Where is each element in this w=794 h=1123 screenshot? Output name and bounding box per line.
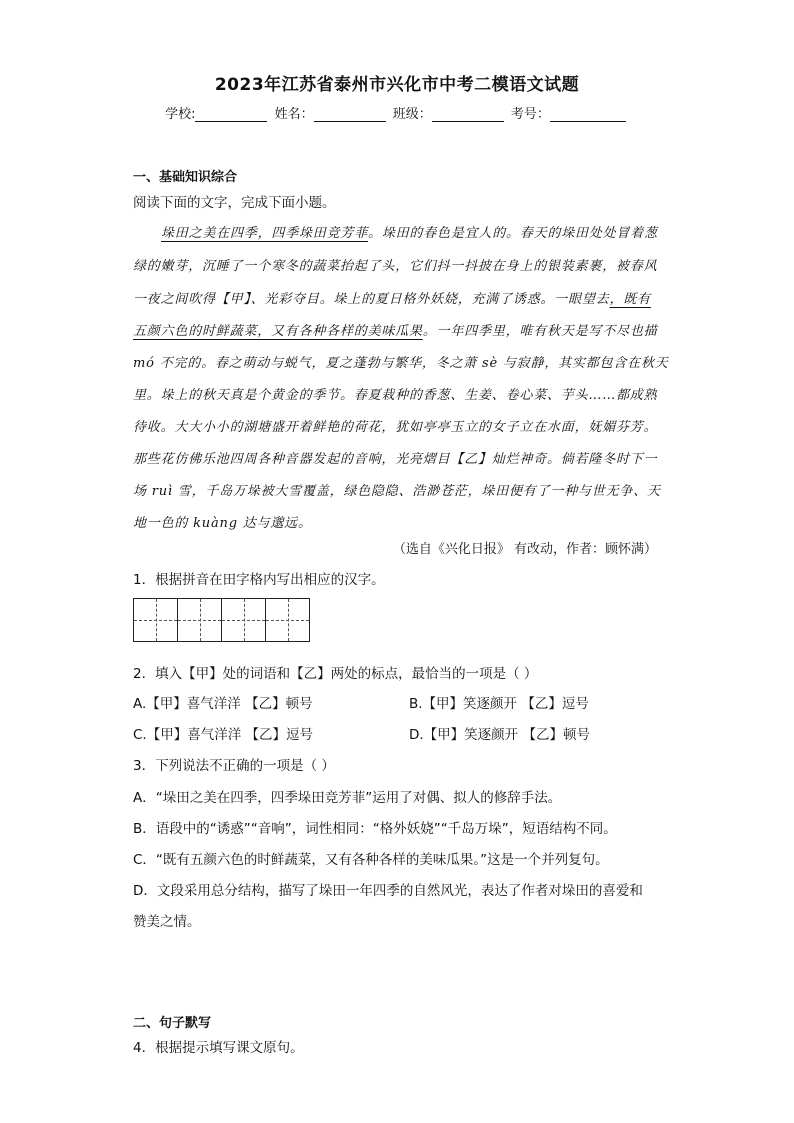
q3-option-a[interactable]: A．“垛田之美在四季，四季垛田竞芳菲”运用了对偶、拟人的修辞手法。: [133, 790, 562, 806]
q3-option-b[interactable]: B．语段中的“诱惑”“音响”，词性相同：“格外妖娆”“千岛万垛”，短语结构不同。: [133, 821, 617, 837]
exam-number-label: 考号：: [510, 107, 550, 122]
school-blank: [195, 107, 267, 122]
question-1: 1．根据拼音在田字格内写出相应的汉字。: [133, 572, 385, 588]
reading-instruction: 阅读下面的文字，完成下面小题。: [133, 195, 336, 211]
passage-line: [133, 288, 663, 307]
student-info-line: [0, 103, 794, 122]
name-blank: [314, 107, 386, 122]
question-4: 4．根据提示填写课文原句。: [133, 1040, 304, 1056]
question-3: 3．下列说法不正确的一项是（ ）: [133, 758, 335, 774]
q3-option-c[interactable]: C．“既有五颜六色的时鲜蔬菜，又有各种各样的美味瓜果。”这是一个并列复句。: [133, 852, 609, 868]
underlined-text: ，既有: [609, 292, 651, 307]
name-label: 姓名：: [274, 107, 314, 122]
passage-line: [161, 222, 671, 241]
tianzige-cell[interactable]: [133, 598, 178, 642]
tianzige-cell[interactable]: [265, 598, 310, 642]
class-label: 班级：: [392, 107, 432, 122]
q3-option-d[interactable]: D．文段采用总分结构，描写了垛田一年四季的自然风光，表达了作者对垛田的喜爱和: [133, 883, 643, 899]
school-label: 学校:: [165, 107, 196, 122]
page-title: 2023年江苏省泰州市兴化市中考二模语文试题: [214, 75, 580, 95]
passage-line: 场 ruì 雪，千岛万垛被大雪覆盖，绿色隐隐、浩渺苍茫，垛田便有了一种与世无争、天: [133, 484, 661, 499]
section-heading-2: 二、句子默写: [133, 1016, 212, 1031]
tianzige-grid: [133, 598, 309, 642]
passage-line: mó 不完的。春之萌动与蜕气，夏之蓬勃与繁华，冬之萧 sè 与寂静，其实都包含在秋天: [133, 356, 669, 371]
passage-line: 那些花仿佛乐池四周各种音器发起的音响，光亮熠目【乙】灿烂神奇。倘若隆冬时下一: [133, 452, 658, 467]
tianzige-cell[interactable]: [221, 598, 266, 642]
passage-line: 待收。大大小小的湖塘盛开着鲜艳的荷花，犹如亭亭玉立的女子立在水面，妩媚芬芳。: [133, 420, 658, 435]
passage-line: 地一色的 kuàng 达与邈远。: [133, 516, 312, 531]
passage-text: 。垛田的春色是宜人的。春天的垛田处处冒着葱: [368, 226, 658, 241]
class-blank: [432, 107, 504, 122]
section-heading-1: 一、基础知识综合: [133, 170, 238, 185]
q2-option-c[interactable]: C.【甲】喜气洋洋 【乙】逗号: [133, 727, 314, 743]
question-2: 2．填入【甲】处的词语和【乙】两处的标点，最恰当的一项是（ ）: [133, 666, 538, 682]
q2-option-b[interactable]: B.【甲】笑逐颜开 【乙】逗号: [409, 696, 589, 712]
underlined-text: 垛田之美在四季，四季垛田竞芳菲: [161, 226, 369, 241]
passage-line: [133, 320, 663, 339]
underlined-text: 五颜六色的时鲜蔬菜，又有各种各样的美味瓜果: [133, 324, 423, 339]
tianzige-cell[interactable]: [177, 598, 222, 642]
passage-source: （选自《兴化日报》 有改动，作者：顾怀满）: [392, 542, 657, 557]
passage-line: 绿的嫩芽，沉睡了一个寒冬的蔬菜抬起了头，它们抖一抖披在身上的银装素裹，被春风: [133, 259, 658, 274]
q2-option-a[interactable]: A.【甲】喜气洋洋 【乙】顿号: [133, 696, 313, 712]
exam-number-blank: [550, 107, 626, 122]
passage-text: 一夜之间吹得【甲】、光彩夺目。垛上的夏日格外妖娆，充满了诱惑。一眼望去: [133, 292, 610, 307]
passage-line: 里。垛上的秋天真是个黄金的季节。春夏栽种的香葱、生姜、卷心菜、芋头……都成熟: [133, 388, 658, 403]
passage-text: 。一年四季里，唯有秋天是写不尽也描: [422, 324, 658, 339]
q2-option-d[interactable]: D.【甲】笑逐颜开 【乙】顿号: [409, 727, 590, 743]
q3-option-d-continued: 赞美之情。: [133, 914, 201, 930]
